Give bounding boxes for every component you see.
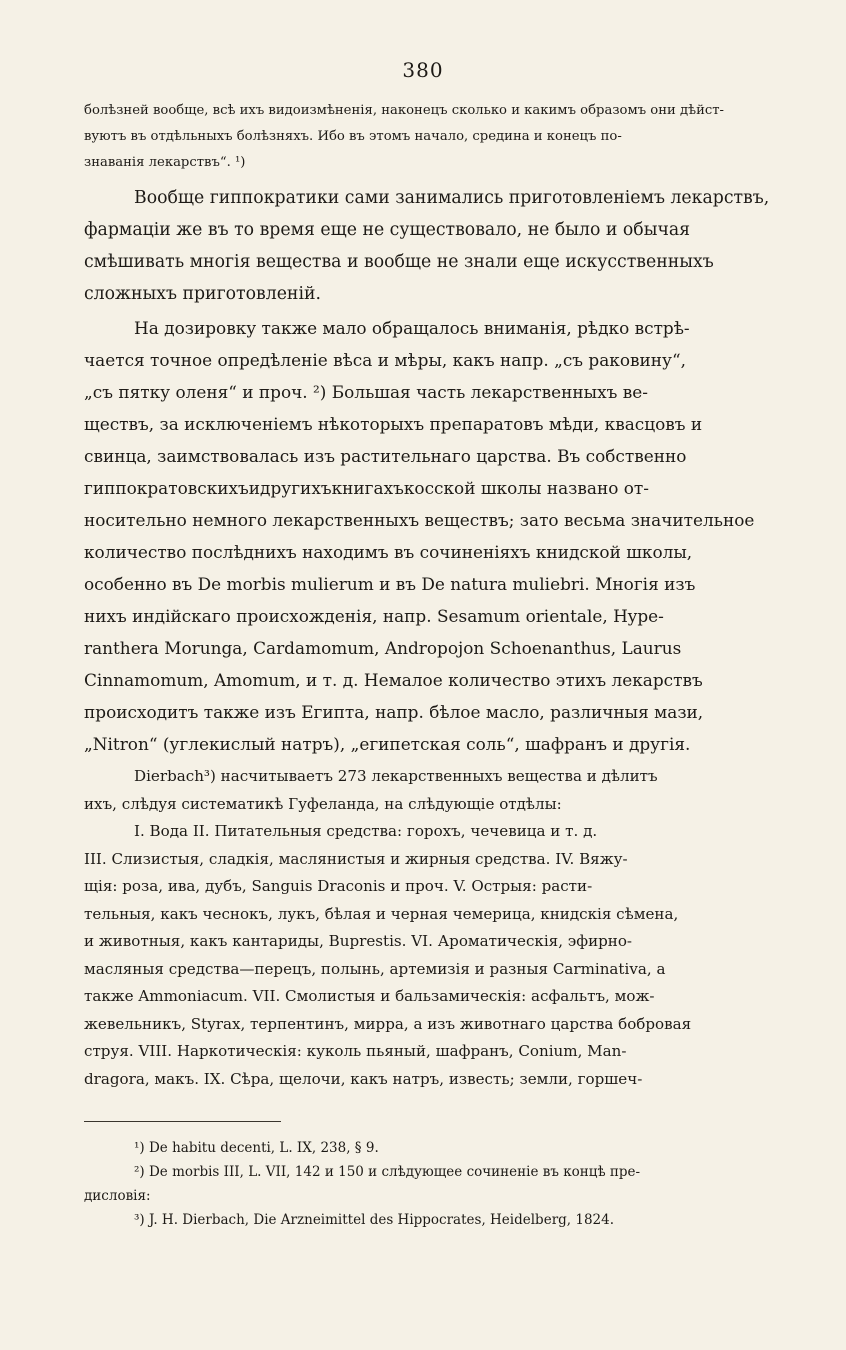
footnote-3 — [84, 1208, 796, 1232]
text-line: также Ammoniacum. VII. Смолистыя и бальзамическія: асфальтъ, мож- — [84, 987, 655, 1005]
footnote-text: ²) De morbis III, L. VII, 142 и 150 и слѣдующее сочиненіе въ концѣ пре- — [134, 1164, 641, 1180]
text-line: щія: роза, ива, дубъ, Sanguis Draconis и проч. V. Острыя: расти- — [84, 877, 593, 895]
text-line: „съ пятку оленя“ и проч. ²) Большая часть лекарственныхъ ве- — [84, 382, 648, 402]
text-line: чается точное опредѣленіе вѣса и мѣры, какъ напр. „съ раковину“, — [84, 350, 686, 370]
text-line: ихъ, слѣдуя систематикѣ Гуфеланда, на слѣдующіе отдѣлы: — [84, 794, 562, 813]
text-line: Cinnamomum, Amomum, и т. д. Немалое количество этихъ лекарствъ — [84, 670, 703, 690]
text-line: вуютъ въ отдѣльныхъ болѣзняхъ. Ибо въ этомъ начало, средина и конецъ по- — [84, 129, 622, 144]
text-line-content: Вообще гиппократики сами занимались приготовленіемъ лекарствъ, — [134, 188, 770, 208]
text-line: и животныя, какъ кантариды, Buprestis. VI. Ароматическія, эфирно- — [84, 932, 633, 950]
text-line: dragora, макъ. IX. Сѣра, щелочи, какъ натръ, известь; земли, горшеч- — [84, 1069, 643, 1088]
footnote-1 — [84, 1136, 796, 1160]
text-line: масляныя средства—перецъ, полынь, артемизія и разныя Carminativa, а — [84, 959, 666, 978]
footnote-text: ¹) De habitu decenti, L. IX, 238, § 9. — [134, 1140, 379, 1156]
text-line: тельныя, какъ чеснокъ, лукъ, бѣлая и черная чемерица, книдскія сѣмена, — [84, 904, 679, 923]
paragraph-dierbach-classification — [84, 763, 796, 1093]
text-line — [84, 182, 796, 214]
text-line: фармаціи же въ то время еще не существовало, не было и обычая — [84, 220, 691, 240]
text-line: носительно немного лекарственныхъ веществъ; зато весьма значительное — [84, 510, 755, 530]
text-line: жевельникъ, Styrax, терпентинъ, мирра, а изъ животнаго царства бобровая — [84, 1014, 692, 1033]
text-line: гиппократовскихъидругихъкнигахъкосской школы названо от- — [84, 478, 649, 498]
text-line — [84, 763, 796, 791]
text-line: количество послѣднихъ находимъ въ сочиненіяхъ книдской школы, — [84, 542, 693, 562]
paragraph-dosage — [84, 312, 796, 760]
text-line: сложныхъ приготовленій. — [84, 284, 321, 304]
text-line: свинца, заимствовалась изъ растительнаго царства. Въ собственно — [84, 446, 687, 466]
text-line — [84, 818, 796, 846]
page-number: 380 — [402, 58, 444, 82]
text-line: особенно въ De morbis mulierum и въ De natura muliebri. Многія изъ — [84, 574, 696, 594]
footnote-2-continued: дисловія: — [84, 1188, 151, 1204]
text-line: ществъ, за исключеніемъ нѣкоторыхъ препаратовъ мѣди, квасцовъ и — [84, 414, 703, 434]
footnote-divider — [84, 1121, 281, 1122]
lead-paragraph — [84, 98, 796, 176]
text-line-content: На дозировку также мало обращалось вниманія, рѣдко встрѣ- — [134, 318, 690, 338]
text-line: струя. VIII. Наркотическія: куколь пьяный, шафранъ, Conium, Man- — [84, 1042, 627, 1060]
paragraph-pharmacy — [84, 182, 796, 310]
text-line: происходитъ также изъ Египта, напр. бѣлое масло, различныя мази, — [84, 702, 704, 722]
text-line: болѣзней вообще, всѣ ихъ видоизмѣненія, наконецъ сколько и какимъ образомъ они дѣйст- — [84, 103, 725, 118]
text-line: ranthera Morunga, Cardamomum, Andropojon Schoenanthus, Laurus — [84, 638, 682, 658]
text-line: смѣшивать многія вещества и вообще не знали еще искусственныхъ — [84, 252, 714, 272]
text-line: „Nitron“ (углекислый натръ), „египетская соль“, шафранъ и другія. — [84, 734, 691, 754]
text-line: нихъ индійскаго происхожденія, напр. Sesamum orientale, Hype- — [84, 606, 664, 626]
footnote-text: ³) J. H. Dierbach, Die Arzneimittel des Hippocrates, Heidelberg, 1824. — [134, 1212, 615, 1228]
text-line-content: Dierbach³) насчитываетъ 273 лекарственныхъ вещества и дѣлитъ — [134, 767, 658, 785]
text-line-content: I. Вода II. Питательныя средства: горохъ, чечевица и т. д. — [134, 822, 598, 840]
footnote-2 — [84, 1160, 796, 1184]
text-line — [84, 312, 796, 344]
text-line: III. Слизистыя, сладкія, маслянистыя и жирныя средства. IV. Вяжу- — [84, 849, 628, 868]
footnotes — [84, 1136, 796, 1232]
text-line: знаванія лекарствъ“. ¹) — [84, 155, 246, 170]
